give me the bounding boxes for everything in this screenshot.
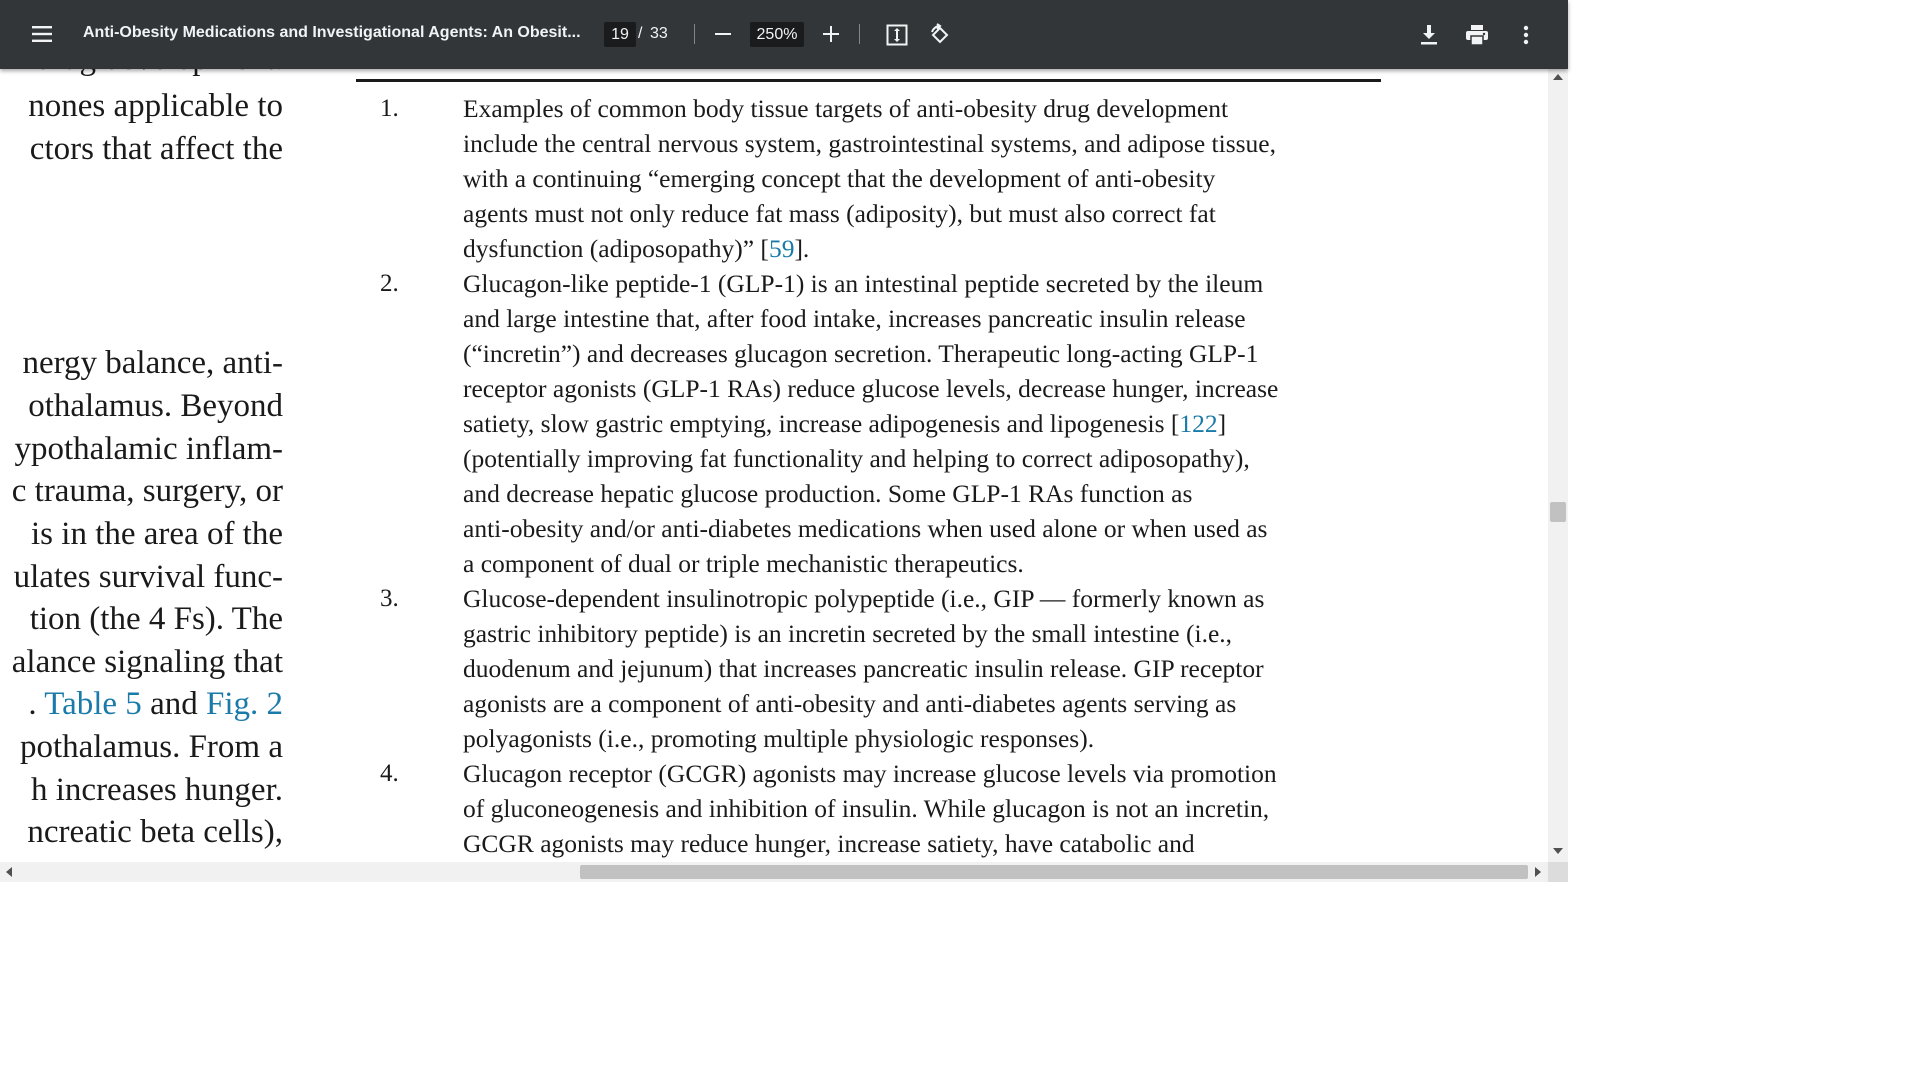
fig-2-link[interactable]: Fig. 2 xyxy=(205,686,283,722)
left-line: alance signaling that xyxy=(11,644,283,680)
note-number: 3. xyxy=(380,585,399,612)
left-line-text: . xyxy=(28,686,45,722)
note-line: agonists are a component of anti-obesity and anti-diabetes agents serving as xyxy=(463,689,1237,718)
note-line: Examples of common body tissue targets of anti-obesity drug development xyxy=(463,94,1229,123)
note-line: gastric inhibitory peptide) is an incretin secreted by the small intestine (i.e., xyxy=(463,619,1233,648)
note-line-text: satiety, slow gastric emptying, increase adipogenesis and lipogenesis [ xyxy=(463,409,1180,438)
table-rule xyxy=(356,79,1381,82)
note-line: receptor agonists (GLP-1 RAs) reduce glucose levels, decrease hunger, increase xyxy=(463,374,1279,403)
note-line: a component of dual or triple mechanistic therapeutics. xyxy=(463,549,1024,578)
left-line: nergy balance, anti- xyxy=(22,345,283,381)
table-5-link[interactable]: Table 5 xyxy=(44,686,142,722)
note-line: GCGR agonists may reduce hunger, increase satiety, have catabolic and xyxy=(463,829,1195,858)
more-actions-button[interactable] xyxy=(1510,18,1542,52)
note-line: of gluconeogenesis and inhibition of insulin. While glucagon is not an incretin, xyxy=(463,794,1270,823)
toolbar-divider xyxy=(694,24,695,44)
rotate-button[interactable] xyxy=(923,18,957,52)
left-line: c trauma, surgery, or xyxy=(11,473,283,509)
plus-icon xyxy=(823,26,839,42)
left-line: tion (the 4 Fs). The xyxy=(29,601,283,637)
menu-button[interactable] xyxy=(22,14,62,54)
print-button[interactable] xyxy=(1460,18,1494,52)
zoom-input[interactable] xyxy=(750,22,804,47)
reference-122-link[interactable]: 122 xyxy=(1179,409,1218,438)
page-number-input[interactable] xyxy=(604,22,636,47)
scroll-down-arrow-icon[interactable] xyxy=(1553,848,1563,854)
fit-to-page-icon xyxy=(886,24,908,46)
note-line: agents must not only reduce fat mass (adiposity), but must also correct fat xyxy=(463,199,1216,228)
note-line-text: ]. xyxy=(794,234,810,263)
download-icon xyxy=(1420,25,1438,45)
left-line: ctors that affect the xyxy=(29,131,283,167)
zoom-out-button[interactable] xyxy=(707,18,739,50)
note-number: 2. xyxy=(380,270,399,297)
toolbar-divider xyxy=(859,24,860,44)
pdf-page-viewport[interactable] xyxy=(0,69,1534,862)
note-line: (potentially improving fat functionality and helping to correct adiposopathy), xyxy=(463,444,1250,473)
note-line: polyagonists (i.e., promoting multiple physiologic responses). xyxy=(463,724,1095,753)
note-line: and decrease hepatic glucose production. Some GLP-1 RAs function as xyxy=(463,479,1193,508)
vertical-scrollbar-thumb[interactable] xyxy=(1550,502,1566,522)
note-line xyxy=(463,234,809,264)
more-vertical-icon xyxy=(1523,25,1529,45)
zoom-in-button[interactable] xyxy=(815,18,847,50)
left-line-text: and xyxy=(141,686,206,722)
left-line: pothalamus. From a xyxy=(19,729,283,765)
left-column-text xyxy=(0,69,283,862)
hamburger-menu-icon xyxy=(32,26,52,42)
note-line-text: dysfunction (adiposopathy)” [ xyxy=(463,234,769,263)
minus-icon xyxy=(715,26,731,42)
note-line: and large intestine that, after food intake, increases pancreatic insulin release xyxy=(463,304,1246,333)
horizontal-scrollbar-thumb[interactable] xyxy=(580,865,1528,879)
note-line: Glucose-dependent insulinotropic polypeptide (i.e., GIP — formerly known as xyxy=(463,584,1265,613)
fit-to-page-button[interactable] xyxy=(880,18,914,52)
document-title: Anti-Obesity Medications and Investigational Agents: An Obesit... xyxy=(83,24,581,41)
rotate-icon xyxy=(928,23,952,47)
reference-59-link[interactable]: 59 xyxy=(768,234,795,263)
pdf-toolbar xyxy=(0,0,1568,69)
scrollbar-corner xyxy=(1548,862,1568,882)
left-line: nones applicable to xyxy=(28,88,283,124)
left-line: othalamus. Beyond xyxy=(28,388,283,424)
left-line: h increases hunger. xyxy=(31,772,283,808)
note-line: include the central nervous system, gastrointestinal systems, and adipose tissue, xyxy=(463,129,1276,158)
left-line: ypothalamic inflam- xyxy=(14,431,283,467)
note-number: 4. xyxy=(380,760,399,787)
note-line: Glucagon-like peptide-1 (GLP-1) is an intestinal peptide secreted by the ileum xyxy=(463,269,1264,298)
scroll-right-arrow-icon[interactable] xyxy=(1535,867,1541,877)
print-icon xyxy=(1466,25,1488,45)
left-line xyxy=(28,686,283,723)
left-line: ncreatic beta cells), xyxy=(27,814,283,850)
scroll-left-arrow-icon[interactable] xyxy=(6,867,12,877)
note-line-text: ] xyxy=(1217,409,1227,438)
vertical-scrollbar[interactable] xyxy=(1548,69,1568,862)
note-number: 1. xyxy=(380,95,399,122)
scroll-up-arrow-icon[interactable] xyxy=(1553,74,1563,80)
note-line: Glucagon receptor (GCGR) agonists may increase glucose levels via promotion xyxy=(463,759,1277,788)
left-line: is in the area of the xyxy=(31,516,283,552)
left-line: ulates survival func- xyxy=(13,559,283,595)
page-separator: / xyxy=(638,25,643,42)
note-line xyxy=(463,409,1226,439)
note-line: with a continuing “emerging concept that the development of anti-obesity xyxy=(463,164,1216,193)
note-line: duodenum and jejunum) that increases pancreatic insulin release. GIP receptor xyxy=(463,654,1264,683)
download-button[interactable] xyxy=(1412,18,1446,52)
note-line: anti-obesity and/or anti-diabetes medications when used alone or when used as xyxy=(463,514,1268,543)
note-line: (“incretin”) and decreases glucagon secretion. Therapeutic long-acting GLP-1 xyxy=(463,339,1259,368)
page-total: 33 xyxy=(650,25,668,42)
